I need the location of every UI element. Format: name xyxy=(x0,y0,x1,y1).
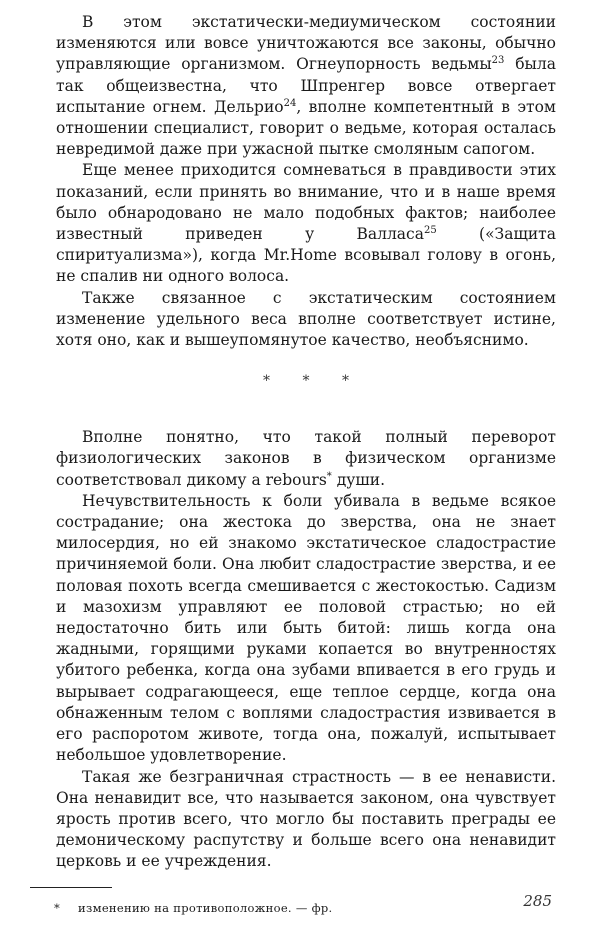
paragraph-text: Также связанное с экстатическим состоянием изменение удельного веса вполне соответствует истине, хотя оно, как и вышеупомянутое качество, необъяснимо. xyxy=(56,288,556,350)
footnote-mark: * xyxy=(54,900,61,915)
footnote-reference: * xyxy=(326,470,332,482)
paragraph xyxy=(56,491,556,767)
page-body xyxy=(56,12,556,916)
paragraph-text: В этом экстатически-медиумическом состоянии изменяются или вовсе уничтожаются все законы, обычно управляющие организмом. Огнеупорность ведьмы xyxy=(56,13,556,74)
footnote-rule xyxy=(30,887,112,888)
section-break-asterisks: * * * xyxy=(263,373,363,390)
paragraph-text: Вполне понятно, что такой полный переворот физиологических законов в физическом организме соответствовал дикому a rebours xyxy=(56,428,556,489)
paragraph-text: была так общеизвестна, что Шпренгер вовсе отвергает испытание огнем. Дельрио xyxy=(56,55,556,116)
text-block-top xyxy=(56,12,556,351)
text-block-bottom xyxy=(56,427,556,872)
footnote-text: изменению на противоположное. — фр. xyxy=(78,900,333,915)
paragraph xyxy=(56,12,556,160)
paragraph xyxy=(56,427,556,491)
footnote xyxy=(54,900,556,916)
paragraph xyxy=(56,767,556,873)
footnote-reference: 23 xyxy=(491,55,505,67)
paragraph-text: Еще менее приходится сомневаться в правдивости этих показаний, если принять во внимание, что и в наше время было обнародовано не мало подобных фактов; наиболее известный приведен у Валласа xyxy=(56,161,556,244)
paragraph-text: Такая же безграничная страстность — в ее ненависти. Она ненавидит все, что называется законом, она чувствует ярость против всего, что могло бы поставить преграды ее демоническому распутству и больше всего она ненавидит церковь и ее учреждения. xyxy=(56,767,556,871)
paragraph-text: , вполне компетентный в этом отношении специалист, говорит о ведьме, которая осталась невредимой даже при ужасной пытке смоляным сапогом. xyxy=(56,97,556,159)
paragraph-text: («Защита спиритуализма»), когда Mr.Home всовывал голову в огонь, не спалив ни одного волоса. xyxy=(56,225,557,286)
page-number: 285 xyxy=(523,892,552,910)
paragraph xyxy=(56,288,556,352)
paragraph-text: Нечувствительность к боли убивала в ведьме всякое сострадание; она жестока до зверства, она не знает милосердия, но ей знакомо экстатическое сладострастие причиняемой боли. Она любит сладострастие зверства, и ее половая похоть всегда смешивается с жестокостью. Садизм и мазохизм управляют ее половой страстью; но ей недостаточно бить или быть битой: лишь когда она жадными, горящими руками копается во внутренностях убитого ребенка, когда она зубами впивается в его грудь и вырывает содрагающееся, еще теплое сердце, когда она обнаженным телом с воплями сладострастия извивается в его распоротом животе, тогда она, пожалуй, испытывает небольшое удовлетворение. xyxy=(56,491,556,765)
paragraph xyxy=(56,160,556,287)
footnote-reference: 25 xyxy=(423,225,437,237)
footnote-reference: 24 xyxy=(283,97,297,109)
paragraph-text: души. xyxy=(331,470,386,489)
